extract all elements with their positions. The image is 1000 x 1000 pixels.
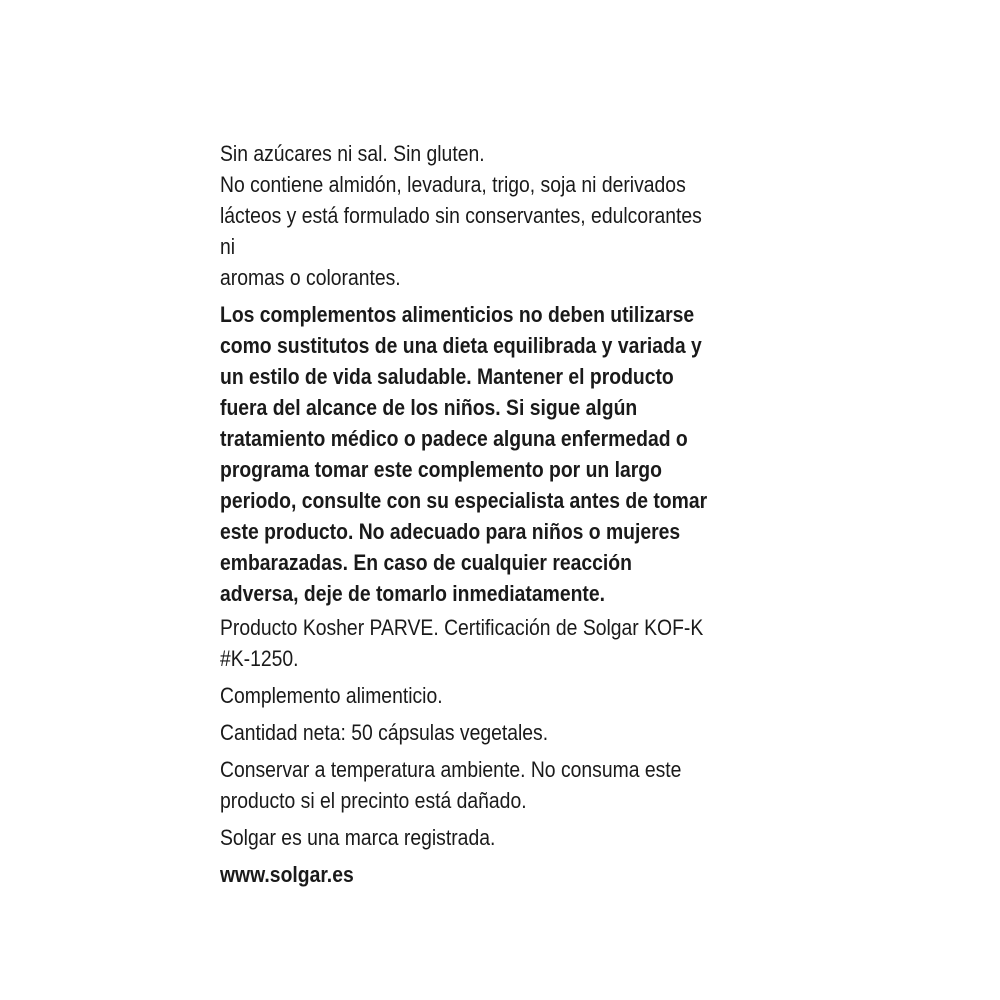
- free-from-line: Sin azúcares ni sal. Sin gluten.: [220, 141, 485, 166]
- free-from-detail: No contiene almidón, levadura, trigo, soja ni derivados lácteos y está formulado sin conservantes, edulcorantes ni aromas o colorantes.: [220, 172, 702, 290]
- net-quantity: Cantidad neta: 50 cápsulas vegetales.: [220, 720, 549, 745]
- storage-instructions: Conservar a temperatura ambiente. No consuma este producto si el precinto está dañado.: [220, 757, 682, 813]
- kosher-certification: Producto Kosher PARVE. Certificación de Solgar KOF-K #K-1250.: [220, 615, 704, 671]
- website-link[interactable]: www.solgar.es: [220, 862, 354, 887]
- trademark-notice: Solgar es una marca registrada.: [220, 825, 496, 850]
- product-label-text: [220, 138, 710, 890]
- warning-text: Los complementos alimenticios no deben utilizarse como sustitutos de una dieta equilibrada y variada y un estilo de vida saludable. Mantener el producto fuera del alcance de los niños. Si sigue algún tratamiento médico o padece alguna enfermedad o programa tomar este complemento por un largo periodo, consulte con su especialista antes de tomar este producto. No adecuado para niños o mujeres embarazadas. En caso de cualquier reacción adversa, deje de tomarlo inmediatamente.: [220, 302, 708, 606]
- product-type: Complemento alimenticio.: [220, 683, 443, 708]
